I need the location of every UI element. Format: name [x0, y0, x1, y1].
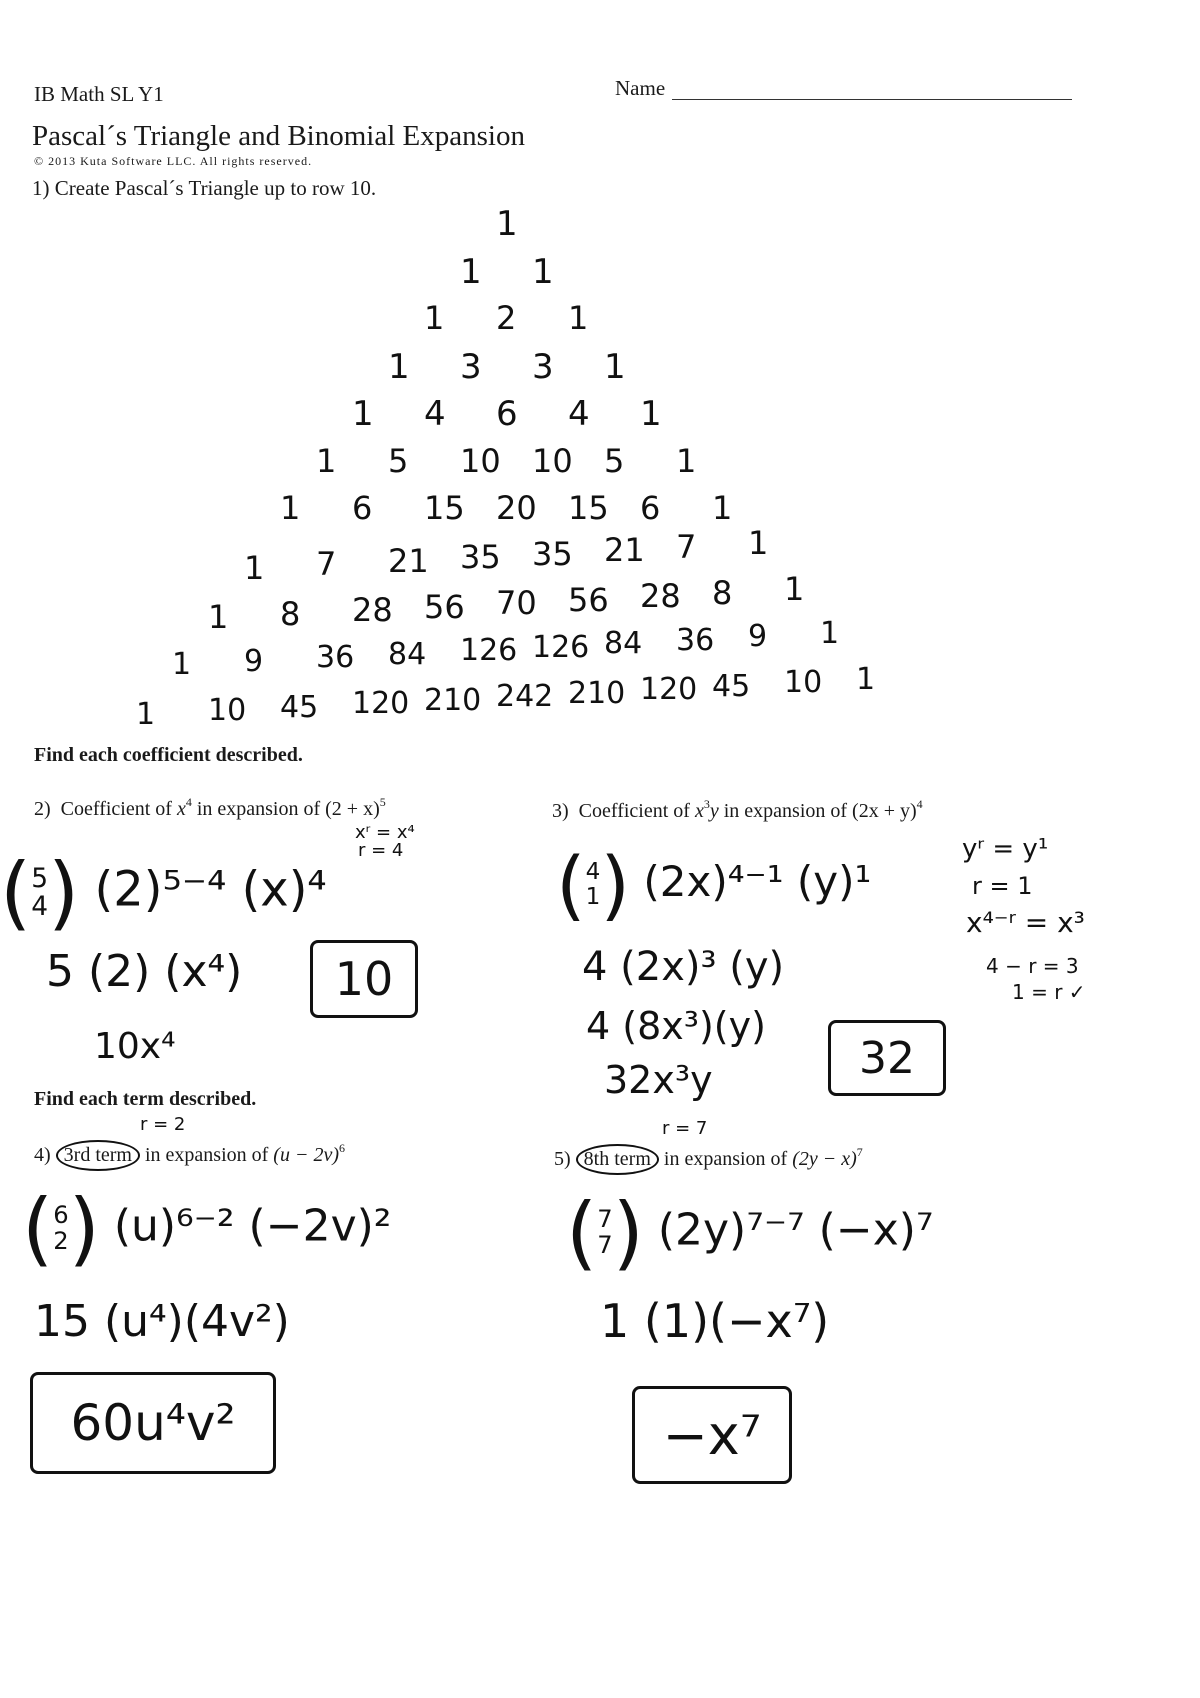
- q5-circled-term: 8th term: [576, 1144, 659, 1175]
- pascal-entry-r5-c3: 10: [532, 441, 573, 480]
- q2-work-line-3: 10x⁴: [94, 1026, 176, 1067]
- pascal-entry-r8-c3: 56: [424, 587, 465, 626]
- q2-variable: x: [176, 798, 186, 820]
- pascal-entry-r6-c4: 15: [568, 489, 609, 527]
- q5-binomial-bottom: 7: [597, 1230, 613, 1259]
- q2-binomial-bottom: 4: [31, 890, 49, 922]
- pascal-entry-r7-c5: 21: [604, 531, 645, 570]
- pascal-entry-r7-c6: 7: [676, 527, 697, 566]
- question-4-prompt: [34, 1140, 345, 1171]
- pascal-entry-r10-c7: 120: [640, 672, 698, 707]
- pascal-entry-r7-c4: 35: [532, 534, 573, 573]
- pascal-entry-r8-c1: 8: [280, 594, 301, 633]
- pascal-entry-r8-c2: 28: [352, 591, 393, 629]
- pascal-entry-r8-c8: 1: [784, 570, 805, 608]
- q4-binomial-bottom: 2: [53, 1226, 69, 1255]
- q3-text-b: in expansion of: [723, 800, 848, 822]
- q5-work-line-1-rest: (2y)⁷⁻⁷ (−x)⁷: [657, 1204, 934, 1256]
- pascal-triangle: [0, 0, 1200, 732]
- pascal-entry-r1-c0: 1: [460, 251, 482, 292]
- pascal-entry-r7-c7: 1: [748, 524, 769, 563]
- q3-side-note-3: x⁴⁻ʳ = x³: [966, 906, 1085, 939]
- pascal-entry-r4-c0: 1: [352, 394, 374, 434]
- pascal-entry-r5-c5: 1: [676, 441, 697, 480]
- q3-variable-2: y: [709, 800, 719, 822]
- pascal-entry-r3-c1: 3: [460, 346, 482, 387]
- pascal-entry-r1-c1: 1: [532, 251, 554, 292]
- q5-binomial-top: 7: [597, 1205, 613, 1234]
- q3-work-line-2: 4 (2x)³ (y): [582, 944, 785, 990]
- pascal-entry-r0-c0: 1: [496, 204, 518, 244]
- pascal-entry-r5-c4: 5: [604, 441, 625, 480]
- q3-side-note-4: 4 − r = 3: [986, 954, 1079, 978]
- question-1-prompt: 1) Create Pascal´s Triangle up to row 10.: [32, 176, 377, 200]
- q3-binomial-top: 4: [585, 859, 601, 886]
- pascal-entry-r9-c9: 1: [820, 615, 840, 651]
- pascal-entry-r9-c5: 126: [532, 629, 590, 665]
- q4-binomial: [53, 1203, 68, 1254]
- q4-number: 4): [34, 1144, 51, 1166]
- q3-answer: 32: [859, 1032, 915, 1084]
- pascal-entry-r10-c2: 45: [280, 689, 319, 725]
- q2-binomial: [31, 862, 49, 922]
- coefficient-section-heading: Find each coefficient described.: [34, 744, 303, 766]
- q4-answer: 60u⁴v²: [70, 1394, 236, 1452]
- q3-work-line-1-rest: (2x)⁴⁻¹ (y)¹: [643, 857, 872, 906]
- q5-text-b: in expansion of: [663, 1148, 788, 1170]
- q2-work-line-1: (5 4) (2)⁵⁻⁴ (x)⁴: [0, 846, 327, 939]
- pascal-entry-r4-c4: 1: [640, 394, 662, 434]
- q4-work-line-2: 15 (u⁴)(4v²): [34, 1296, 290, 1347]
- pascal-entry-r10-c10: 1: [856, 661, 876, 697]
- q5-work-line-1: (7 7) (2y)⁷⁻⁷ (−x)⁷: [566, 1186, 934, 1279]
- q4-text-b: in expansion of: [144, 1144, 269, 1166]
- q2-expression-exponent: 5: [379, 795, 386, 809]
- q4-r-note: r = 2: [140, 1114, 186, 1135]
- q2-work-line-2: 5 (2) (x⁴): [46, 946, 243, 997]
- pascal-entry-r5-c0: 1: [316, 441, 337, 480]
- pascal-entry-r10-c8: 45: [712, 668, 751, 704]
- pascal-entry-r6-c2: 15: [424, 489, 465, 527]
- q4-expression-exponent: 6: [339, 1141, 345, 1155]
- q2-text-b: in expansion of: [196, 798, 321, 820]
- copyright-line: © 2013 Kuta Software LLC. All rights reserved.: [34, 154, 313, 168]
- pascal-entry-r3-c0: 1: [388, 346, 410, 387]
- pascal-entry-r8-c6: 28: [640, 577, 681, 615]
- question-5-prompt: [554, 1144, 863, 1175]
- pascal-entry-r7-c0: 1: [244, 548, 265, 587]
- q3-binomial: [586, 860, 601, 908]
- pascal-entry-r5-c1: 5: [388, 441, 409, 480]
- q3-variable: x: [694, 800, 704, 822]
- pascal-entry-r8-c5: 56: [568, 580, 609, 619]
- q2-answer: 10: [334, 952, 394, 1006]
- q2-variable-exponent: 4: [185, 795, 192, 809]
- q2-work-line-1-rest: (2)⁵⁻⁴ (x)⁴: [94, 861, 327, 918]
- pascal-entry-r8-c4: 70: [496, 584, 537, 622]
- pascal-entry-r9-c0: 1: [172, 647, 192, 683]
- q3-binomial-bottom: 1: [585, 883, 601, 910]
- q3-expression: (2x + y): [852, 800, 917, 822]
- pascal-entry-r2-c2: 1: [568, 299, 589, 337]
- q2-binomial-top: 5: [31, 862, 49, 894]
- q2-side-note-2: r = 4: [358, 840, 404, 861]
- q3-work-line-3: 4 (8x³)(y): [586, 1004, 766, 1048]
- q3-variable-exponent: 3: [703, 797, 710, 811]
- name-label: Name: [615, 76, 666, 100]
- q4-binomial-top: 6: [53, 1201, 69, 1230]
- pascal-entry-r10-c5: 242: [496, 679, 554, 714]
- q5-work-line-2: 1 (1)(−x⁷): [600, 1294, 830, 1348]
- pascal-entry-r6-c5: 6: [640, 489, 661, 527]
- q5-binomial: [597, 1207, 612, 1258]
- pascal-entry-r9-c2: 36: [316, 640, 355, 676]
- q4-circled-term: 3rd term: [56, 1140, 140, 1171]
- pascal-entry-r7-c2: 21: [388, 541, 429, 580]
- q2-expression: (2 + x): [325, 798, 380, 820]
- pascal-entry-r9-c7: 36: [676, 622, 715, 658]
- term-section-heading: Find each term described.: [34, 1088, 257, 1110]
- q5-expression: (2y − x): [792, 1148, 857, 1170]
- q4-work-line-1-rest: (u)⁶⁻² (−2v)²: [113, 1200, 392, 1252]
- pascal-entry-r3-c3: 1: [604, 346, 626, 387]
- pascal-entry-r4-c3: 4: [568, 394, 590, 434]
- pascal-entry-r2-c1: 2: [496, 299, 517, 337]
- q5-answer-box: [632, 1386, 792, 1484]
- q5-number: 5): [554, 1148, 571, 1170]
- pascal-entry-r4-c1: 4: [424, 394, 446, 434]
- pascal-entry-r6-c3: 20: [496, 489, 537, 527]
- q4-work-line-1: (6 2) (u)⁶⁻² (−2v)²: [22, 1182, 392, 1275]
- q5-r-note: r = 7: [662, 1118, 708, 1139]
- pascal-entry-r9-c4: 126: [460, 633, 518, 669]
- q5-answer: −x⁷: [662, 1403, 762, 1467]
- pascal-entry-r3-c2: 3: [532, 346, 554, 387]
- pascal-entry-r10-c3: 120: [352, 686, 410, 721]
- pascal-entry-r9-c3: 84: [388, 636, 427, 672]
- pascal-entry-r8-c0: 1: [208, 598, 229, 636]
- q3-text-a: Coefficient of: [578, 800, 690, 822]
- q3-number: 3): [552, 800, 569, 822]
- question-2-prompt: [34, 795, 386, 821]
- pascal-entry-r9-c8: 9: [748, 619, 768, 655]
- q3-work-line-4: 32x³y: [604, 1058, 713, 1102]
- worksheet-title: Pascal´s Triangle and Binomial Expansion: [32, 120, 525, 152]
- pascal-entry-r6-c6: 1: [712, 489, 733, 527]
- pascal-entry-r10-c9: 10: [784, 665, 823, 700]
- pascal-entry-r7-c3: 35: [460, 538, 501, 577]
- q3-side-note-5: 1 = r ✓: [1012, 980, 1086, 1004]
- pascal-entry-r10-c0: 1: [136, 696, 156, 732]
- pascal-entry-r2-c0: 1: [424, 299, 445, 337]
- q2-side-note-1: xʳ = x⁴: [355, 822, 415, 843]
- pascal-entry-r8-c7: 8: [712, 573, 733, 612]
- pascal-entry-r6-c0: 1: [280, 489, 301, 527]
- pascal-entry-r6-c1: 6: [352, 489, 373, 527]
- pascal-entry-r9-c6: 84: [604, 626, 643, 662]
- q3-answer-box: [828, 1020, 946, 1096]
- q4-answer-box: [30, 1372, 276, 1474]
- q3-work-line-1: (4 1) (2x)⁴⁻¹ (y)¹: [556, 840, 872, 929]
- pascal-entry-r4-c2: 6: [496, 394, 518, 434]
- pascal-entry-r5-c2: 10: [460, 441, 501, 480]
- pascal-entry-r9-c1: 9: [244, 643, 264, 679]
- course-label: IB Math SL Y1: [34, 82, 164, 106]
- pascal-entry-r7-c1: 7: [316, 545, 337, 584]
- pascal-entry-r10-c4: 210: [424, 682, 482, 718]
- q3-expression-exponent: 4: [916, 797, 923, 811]
- q2-answer-box: [310, 940, 418, 1018]
- question-3-prompt: [552, 797, 923, 823]
- pascal-entry-r10-c6: 210: [568, 675, 626, 711]
- q4-expression: (u − 2v): [273, 1144, 339, 1166]
- q3-side-note-2: r = 1: [972, 872, 1033, 900]
- q2-number: 2): [34, 798, 51, 820]
- pascal-entry-r10-c1: 10: [208, 693, 247, 728]
- q3-side-note-1: yʳ = y¹: [962, 834, 1049, 864]
- q2-text-a: Coefficient of: [60, 798, 172, 820]
- q5-expression-exponent: 7: [856, 1145, 863, 1159]
